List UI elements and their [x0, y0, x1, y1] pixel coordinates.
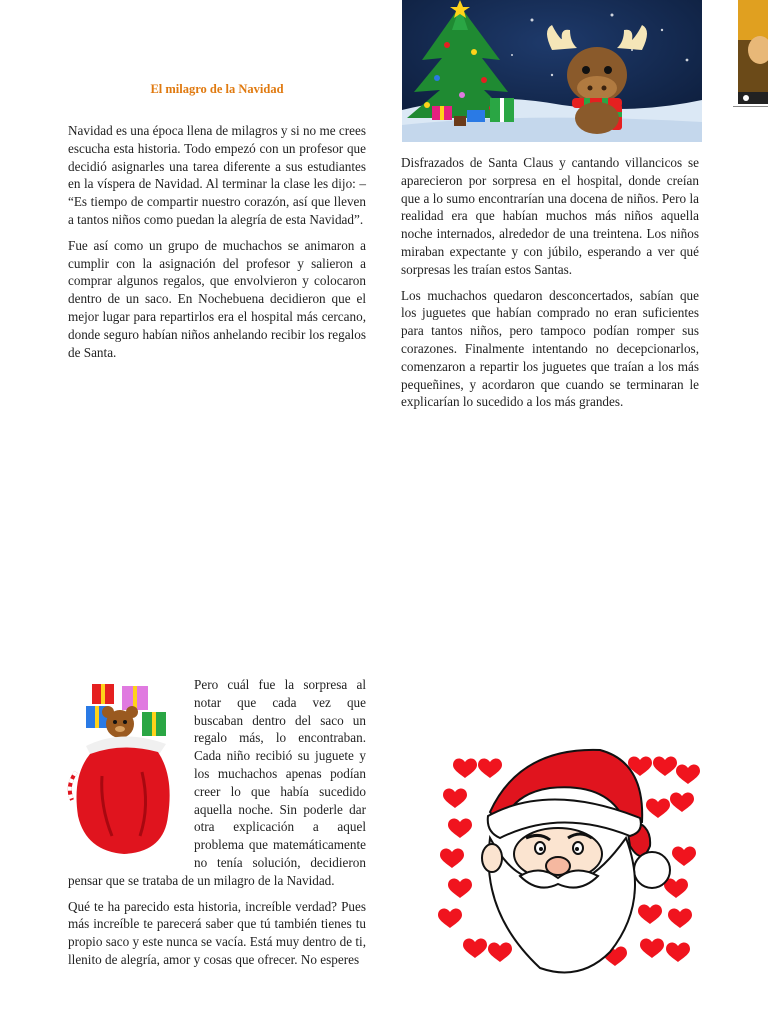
- heart-icon: [664, 878, 688, 898]
- heart-icon: [488, 942, 512, 962]
- heart-icon: [672, 846, 696, 866]
- paragraph-3: Disfrazados de Santa Claus y cantando villancicos se aparecieron por sorpresa en el hospital, donde creían que a lo sumo encontrarían una docena de niños. Pero la realidad era que habían muchos más niños aquella noche internados, alrededor de una treintena. Los niños miraban expectante y con júbilo, esperando a ver qué sorpresas les traían estos Santas.: [401, 155, 699, 277]
- heart-icon: [638, 904, 662, 924]
- paragraph-1: Navidad es una época llena de milagros y si no me crees escucha esta historia. Todo empezó con un profesor que decidió asignarles una tarea diferente a sus estudiantes en la víspera de Navidad. Al terminar la clase les dijo: – “Es tiempo de compartir nuestro corazón, así que lleven a tantos niños como puedan la alegría de esta Navidad”.: [68, 123, 366, 227]
- santa-claus-hearts-illustration: [430, 742, 700, 982]
- gift-bag-teddy-bear-illustration: [62, 676, 186, 866]
- paragraph-2: Fue así como un grupo de muchachos se animaron a cumplir con la asignación del profesor y salieron a comprar algunos regalos, que envolvieron y colocaron dentro de un saco. En Nochebuena decidieron que el mejor lugar para repartirlos era el hospital más cercano, donde seguro habían niños anhelando recibir los regalos de Santa.: [68, 237, 366, 360]
- heart-icon: [478, 758, 502, 778]
- story-title: El milagro de la Navidad: [150, 82, 284, 96]
- heart-icon: [676, 764, 700, 784]
- heart-icon: [463, 938, 487, 958]
- paragraph-4: Los muchachos quedaron desconcertados, sabían que los juguetes que habían comprado no eran suficientes para tantos niños, pero tampoco podían romper sus corazones. Finalmente intentando no decepcionarlos, comenzaron a repartir los juguetes que traían a los más pequeñines, y acordaron que cuando se terminaran le explicarían lo sucedido a los más grandes.: [401, 287, 699, 410]
- heart-icon: [670, 792, 694, 812]
- heart-icon: [668, 908, 692, 928]
- heart-icon: [440, 848, 464, 868]
- heart-icon: [640, 938, 664, 958]
- heart-icon: [448, 878, 472, 898]
- paragraph-6: Qué te ha parecido esta historia, increíble verdad? Pues más increíble te parecerá saber que tú también tienes tu propio saco y este nunca se vacía. Está muy dentro de ti, llenito de alegría, amor y cosas que ofrecer. No esperes: [68, 898, 366, 967]
- christmas-tree-moose-illustration: [402, 0, 702, 142]
- right-column-top: [401, 154, 699, 419]
- heart-icon: [448, 818, 472, 838]
- heart-icon: [646, 798, 670, 818]
- heart-icon: [653, 756, 677, 776]
- heart-icon: [453, 758, 477, 778]
- thumbnail-divider: [733, 106, 768, 107]
- left-column-top: [68, 122, 366, 369]
- paragraph-5: Pero cuál fue la sorpresa al notar que cada vez que buscaban dentro del saco un regalo más, lo encontraban. Cada niño recibió su juguete y los muchachos apenas podían creer lo que había sucedido aquella noche. Sin poderle dar otra explicación a aquel problema que matemáticamente no tenía solución, decidieron pensar que se trataba de un milagro de la Navidad.: [68, 677, 366, 888]
- heart-icon: [666, 942, 690, 962]
- heart-icon: [443, 788, 467, 808]
- partial-cartoon-thumbnail: [738, 0, 768, 104]
- left-column-bottom: [68, 676, 366, 977]
- heart-icon: [438, 908, 462, 928]
